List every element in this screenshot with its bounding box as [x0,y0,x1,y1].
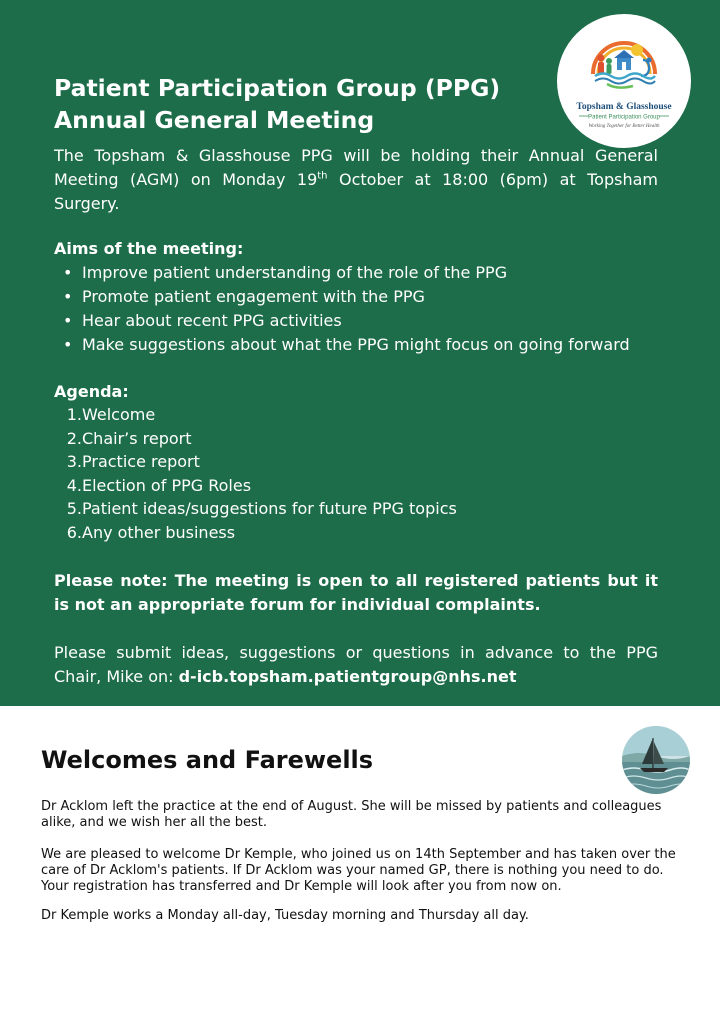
intro-ordinal: th [317,170,328,182]
agenda-item [54,403,457,427]
agenda-number: 5. [66,499,82,519]
welcomes-heading: Welcomes and Farewells [41,746,374,774]
agenda-text: Practice report [82,452,200,472]
sailboat-image [622,726,690,794]
welcome-paragraph-2: We are pleased to welcome Dr Kemple, who joined us on 14th September and has taken over the care of Dr Acklom's patients. If Dr Acklom was your named GP, there is nothing you need to do. Your registration has transferred and Dr Kemple will look after you from now on. [41,847,676,894]
aims-item: • Improve patient understanding of the role of the PPG [54,261,630,285]
aims-list [54,261,630,357]
page-title [54,72,534,136]
agenda-item [54,450,457,474]
logo-name: Topsham & Glasshouse [576,102,672,112]
agenda-heading: Agenda: [54,382,129,401]
agenda-number: 1. [66,405,82,424]
aims-item: • Make suggestions about what the PPG might focus on going forward [54,333,630,357]
agenda-item [54,474,457,498]
aims-heading: Aims of the meeting: [54,239,244,258]
agenda-item [54,427,457,451]
aims-item: • Hear about recent PPG activities [54,309,630,333]
agenda-text: Election of PPG Roles [82,475,252,495]
submit-paragraph [54,641,658,689]
agenda-number: 6. [66,522,82,542]
email-link[interactable]: d-icb.topsham.patientgroup@nhs.net [178,667,517,686]
agenda-item [54,497,457,521]
ppg-logo [557,14,691,148]
logo-tagline: Working Together for Better Health [588,124,660,129]
logo-sub: Patient Participation Group [588,114,660,121]
submit-text: Please submit ideas, suggestions or questions in advance to the PPG Chair, Mike on: [54,643,658,686]
agenda-text: Patient ideas/suggestions for future PPG topics [82,499,457,519]
welcome-paragraph-3: Dr Kemple works a Monday all-day, Tuesday morning and Thursday all day. [41,908,529,923]
agenda-number: 3. [66,452,82,472]
intro-text-a: The Topsham & Glasshouse PPG will be holding their Annual General Meeting (AGM) on Monday 19 [54,146,658,189]
agenda-number: 4. [66,475,82,495]
agenda-text: Welcome [82,405,156,424]
aims-item: • Promote patient engagement with the PPG [54,285,630,309]
title-line1: Patient Participation Group (PPG) [54,74,501,102]
agenda-text: Chair’s report [82,428,192,448]
agenda-number: 2. [66,428,82,448]
agenda-text: Any other business [82,522,236,542]
agenda-list [54,403,457,545]
intro-text-b: October at 18:00 (6pm) at Topsham Surgery. [54,170,658,213]
welcome-paragraph-1: Dr Acklom left the practice at the end of August. She will be missed by patients and colleagues alike, and we wish her all the best. [41,799,662,830]
intro-paragraph [54,144,658,216]
agenda-item [54,521,457,545]
note-paragraph: Please note: The meeting is open to all registered patients but it is not an appropriate forum for individual complaints. [54,571,658,614]
title-line2: Annual General Meeting [54,106,375,134]
